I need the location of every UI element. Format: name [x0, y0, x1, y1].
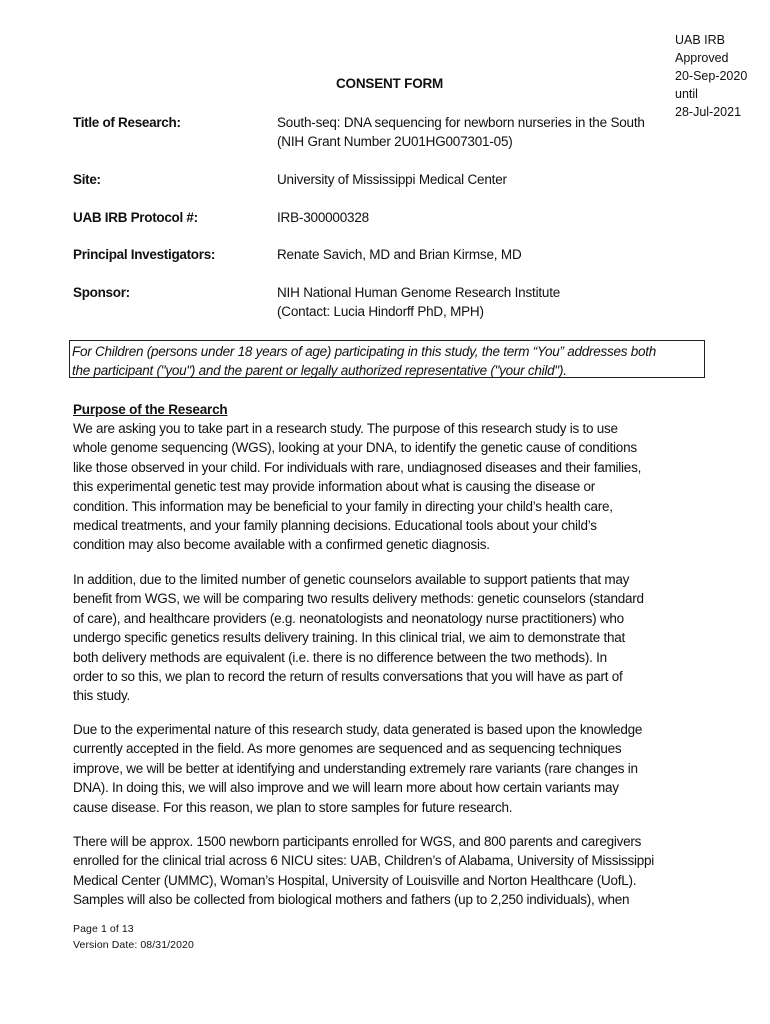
document-title: CONSENT FORM	[336, 76, 444, 91]
field-label: Principal Investigators:	[73, 247, 216, 262]
paragraph-line: cause disease. For this reason, we plan to store samples for future research.	[73, 799, 513, 815]
paragraph-line: Samples will also be collected from biological mothers and fathers (up to 2,250 individuals), when	[73, 892, 630, 908]
paragraph-line: enrolled for the clinical trial across 6 NICU sites: UAB, Children’s of Alabama, University of Mississippi	[73, 853, 654, 869]
field-value	[277, 246, 697, 265]
paragraph-line: Medical Center (UMMC), Woman’s Hospital, University of Louisville and Norton Healthcare (UofL).	[73, 872, 637, 888]
children-note-box	[69, 340, 705, 378]
version-date: Version Date: 08/31/2020	[73, 939, 194, 951]
paragraph-line: this study.	[73, 688, 131, 704]
irb-approval-stamp	[675, 31, 747, 121]
paragraph-line: of care), and healthcare providers (e.g. neonatologists and neonatology nurse practitioners) who	[73, 610, 624, 626]
paragraph-line: benefit from WGS, we will be comparing two results delivery methods: genetic counselors (standard	[73, 591, 644, 607]
field-label: Site:	[73, 172, 101, 187]
field-label: Sponsor:	[73, 285, 130, 300]
page-footer	[73, 921, 194, 953]
paragraph-line: improve, we will be better at identifying and understanding extremely rare variants (rare changes in	[73, 760, 638, 776]
paragraph-line: There will be approx. 1500 newborn participants enrolled for WGS, and 800 parents and caregivers	[73, 834, 642, 849]
paragraph-line: whole genome sequencing (WGS), looking at your DNA, to identify the genetic cause of conditions	[73, 440, 637, 456]
paragraph-line: condition may also become available with a confirmed genetic diagnosis.	[73, 537, 490, 553]
paragraph-line: like those observed in your child. For individuals with rare, undiagnosed diseases and their families,	[73, 459, 642, 475]
stamp-line: until	[675, 87, 698, 101]
field-value-line: University of Mississippi Medical Center	[277, 172, 507, 187]
note-line: the participant ("you") and the parent or legally authorized representative ("your child").	[72, 362, 567, 378]
paragraph-line: order to so this, we plan to record the return of results conversations that you will have as part of	[73, 669, 623, 685]
field-value-line: South-seq: DNA sequencing for newborn nurseries in the South	[277, 115, 645, 130]
stamp-line: 28-Jul-2021	[675, 105, 742, 119]
section-heading-purpose: Purpose of the Research	[73, 402, 228, 417]
paragraph-line: medical treatments, and your family planning decisions. Educational tools about your child’s	[73, 518, 597, 534]
paragraph	[73, 832, 713, 910]
paragraph	[73, 570, 713, 706]
field-label: UAB IRB Protocol #:	[73, 210, 198, 225]
paragraph-line: Due to the experimental nature of this research study, data generated is based upon the knowledge	[73, 722, 643, 737]
paragraph	[73, 419, 713, 555]
field-value-line: (NIH Grant Number 2U01HG007301-05)	[277, 133, 513, 149]
field-value-line: (Contact: Lucia Hindorff PhD, MPH)	[277, 303, 484, 319]
page-number: Page 1 of 13	[73, 923, 134, 935]
paragraph	[73, 720, 713, 817]
field-value-line: NIH National Human Genome Research Institute	[277, 285, 561, 300]
field-value	[277, 114, 697, 151]
field-label: Title of Research:	[73, 115, 181, 130]
field-value	[277, 284, 697, 321]
note-line: For Children (persons under 18 years of age) participating in this study, the term “You” addresses both	[72, 344, 657, 359]
paragraph-line: undergo specific genetics results delivery training. In this clinical trial, we aim to demonstrate that	[73, 630, 626, 646]
field-value-line: Renate Savich, MD and Brian Kirmse, MD	[277, 247, 522, 262]
stamp-line: Approved	[675, 51, 729, 65]
stamp-line: UAB IRB	[675, 33, 726, 47]
paragraph-line: this experimental genetic test may provide information about what is causing the disease or	[73, 479, 596, 495]
paragraph-line: DNA). In doing this, we will also improve and we will learn more about how certain variants may	[73, 780, 619, 796]
field-value-line: IRB-300000328	[277, 210, 369, 225]
field-value	[277, 209, 697, 228]
field-value	[277, 171, 697, 190]
paragraph-line: currently accepted in the field. As more genomes are sequenced and as sequencing techniques	[73, 741, 622, 757]
stamp-line: 20-Sep-2020	[675, 69, 748, 83]
paragraph-line: In addition, due to the limited number of genetic counselors available to support patients that may	[73, 572, 630, 587]
paragraph-line: both delivery methods are equivalent (i.e. there is no difference between the two methods). In	[73, 649, 607, 665]
paragraph-line: condition. This information may be beneficial to your family in directing your child’s health care,	[73, 498, 613, 514]
paragraph-line: We are asking you to take part in a research study. The purpose of this research study is to use	[73, 421, 618, 436]
